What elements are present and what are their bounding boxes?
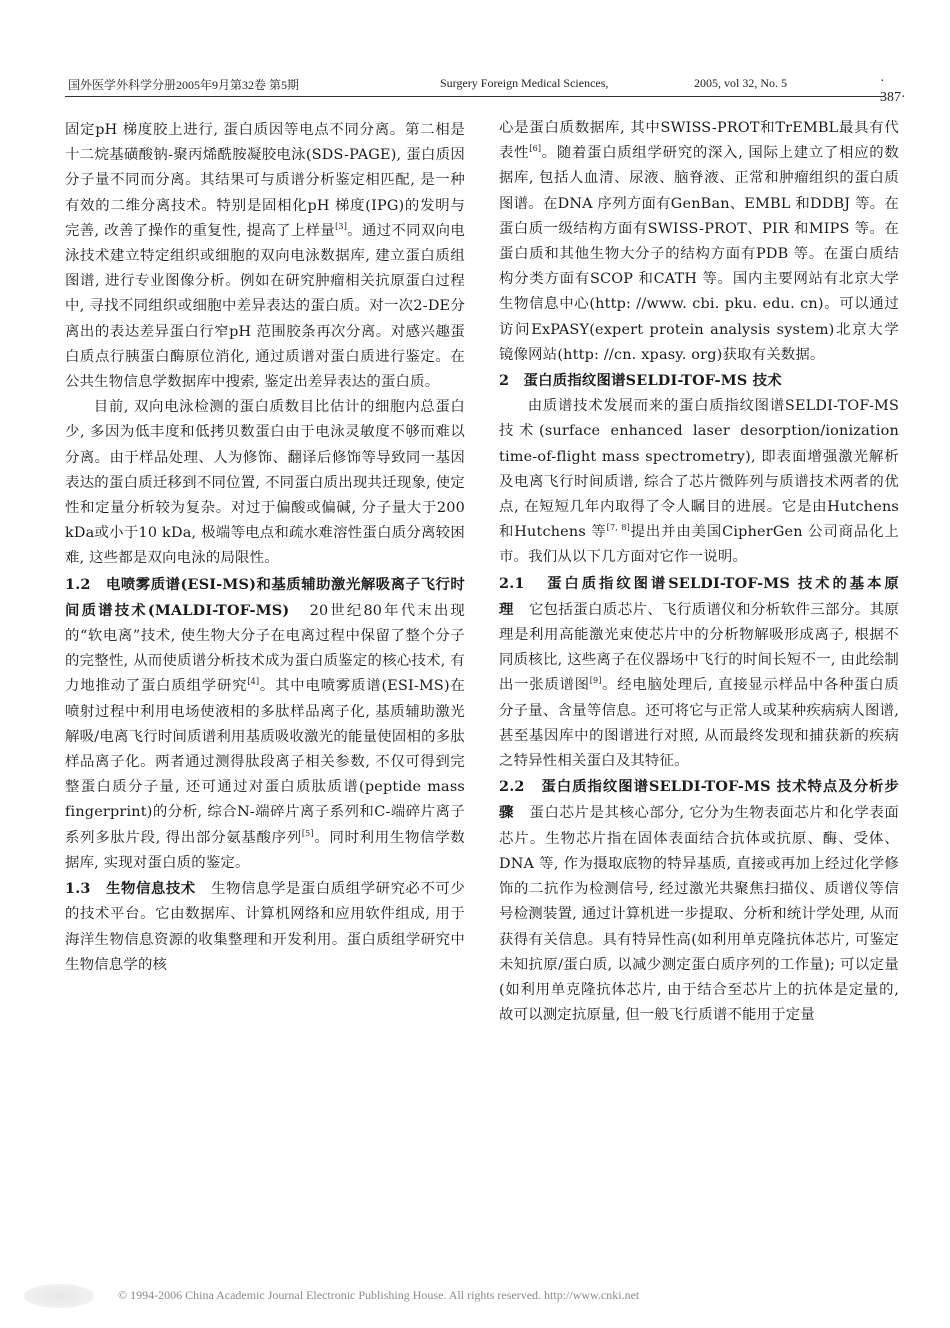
right-column: [499, 116, 899, 1028]
citation[interactable]: [5]: [301, 828, 314, 838]
section-2-heading: [499, 368, 899, 394]
running-header: [68, 74, 906, 105]
paragraph-2de-limits: 目前, 双向电泳检测的蛋白质数目比估计的细胞内总蛋白少, 多因为低丰度和低拷贝数蛋白由于电泳灵敏度不够而难以分离。由于样品处理、人为修饰、翻译后修饰等导致同一基因表达的蛋白质迁移到不同位置, 不同蛋白质出现共迁现象, 使定性和定量分析较为复杂。对过于偏酸或偏碱, 分子量大于200 kDa或小于10 kDa, 极端等电点和疏水难溶性蛋白质分离较困难, 这些都是双向电泳的局限性。: [65, 399, 465, 567]
section-number: 2.1: [499, 574, 525, 592]
section-number: 1.2: [65, 575, 91, 593]
section-title: 电喷雾质谱(ESI-MS)和基质辅助激光解吸离子飞行时间质谱技术(MALDI-TOF-MS): [65, 575, 465, 619]
citation[interactable]: [9]: [589, 676, 602, 686]
section-title: 生物信息技术: [106, 880, 196, 898]
left-column: [65, 118, 465, 978]
paragraph-databases: 心是蛋白质数据库, 其中SWISS-PROT和TrEMBL最具有代表性[6]。随着蛋白质组学研究的深入, 国际上建立了相应的数据库, 包括人血清、尿液、脑脊液、正常和肿瘤组织的蛋白质图谱。在DNA 序列方面有GenBan、EMBL 和DDBJ 等。在蛋白质一级结构方面有SWISS-PROT、PIR 和MIPS 等。在蛋白质和其他生物大分子的结构方面有PDB 等。在蛋白质结构分类方面有SCOP 和CATH 等。国内主要网站有北京大学生物信息中心(http: //www. cbi. pku. edu. cn)。可以通过访问ExPASY(expert protein analysis system)北京大学镜像网站(http: //cn. xpasy. org)获取有关数据。: [499, 120, 900, 363]
journal-name-cn: 国外医学外科学分册2005年9月第32卷 第5期: [68, 78, 300, 92]
paragraph-seldi-intro: 由质谱技术发展而来的蛋白质指纹图谱SELDI-TOF-MS 技术(surface enhanced laser desorption/ionization time-of-flight mass spectrometry), 即表面增强激光解析及电离飞行时间质谱, 综合了芯片微阵列与质谱技术两者的优点, 在短短几年内取得了令人瞩目的进展。它是由Hutchens 和Hutchens 等[7, 8]提出并由美国CipherGen 公司商品化上市。我们从以下几方面对它作一说明。: [499, 398, 900, 566]
citation[interactable]: [7, 8]: [606, 523, 631, 533]
journal-name-en: Surgery Foreign Medical Sciences,: [440, 76, 609, 90]
section-number: 1.3: [65, 880, 91, 898]
section-title: 蛋白质指纹图谱SELDI-TOF-MS 技术: [523, 372, 782, 390]
header-rule: [65, 96, 885, 97]
section-title: 蛋白质指纹图谱SELDI-TOF-MS 技术特点及分析步骤: [499, 778, 899, 822]
copyright-notice: © 1994-2006 China Academic Journal Electronic Publishing House. All rights reserved. http://www.cnki.net: [118, 1288, 640, 1302]
page-footer: [0, 1282, 950, 1312]
citation[interactable]: [3]: [335, 222, 348, 232]
paragraph-2de: 固定pH 梯度胶上进行, 蛋白质因等电点不同分离。第二相是十二烷基磺酸钠-聚丙烯酰胺凝胶电泳(SDS-PAGE), 蛋白质因分子量不同而分离。其结果可与质谱分析鉴定相匹配, 是一种有效的二维分离技术。特别是固相化pH 梯度(IPG)的发明与完善, 改善了操作的重复性, 提高了上样量[3]。通过不同双向电泳技术建立特定组织或细胞的双向电泳数据库, 建立蛋白质组图谱, 进行专业图像分析。例如在研究肿瘤相关抗原蛋白过程中, 寻找不同组织或细胞中差异表达的蛋白质。对一次2-DE分离出的表达差异蛋白行窄pH 范围胶条再次分离。对感兴趣蛋白质点行胰蛋白酶原位消化, 通过质谱对蛋白质进行鉴定。在公共生物信息学数据库中搜索, 鉴定出差异表达的蛋白质。: [65, 122, 465, 391]
section-title: 蛋白质指纹图谱SELDI-TOF-MS 技术的基本原理: [499, 574, 899, 618]
section-2-1: 2.1 蛋白质指纹图谱SELDI-TOF-MS 技术的基本原理 它包括蛋白质芯片、飞行质谱仪和分析软件三部分。其原理是利用高能激光束使芯片中的分析物解吸形成离子, 根据不同质核比, 这些离子在仪器场中飞行的时间长短不一, 由此绘制出一张质谱图[9]。经电脑处理后, 直接显示样品中各种蛋白质分子量、含量等信息。还可将它与正常人或某种疾病病人图谱, 甚至基因库中的图谱进行对照, 从而最终发现和捕获新的疾病之特异性相关蛋白及其特征。: [499, 574, 899, 770]
section-1-3: 1.3 生物信息技术 生物信息学是蛋白质组学研究必不可少的技术平台。它由数据库、计算机网络和应用软件组成, 用于海洋生物信息资源的收集整理和开发利用。蛋白质组学研究中生物信息学的核: [65, 880, 465, 973]
citation[interactable]: [6]: [529, 144, 542, 154]
cnki-logo-icon: [24, 1284, 94, 1308]
section-1-2: 1.2 电喷雾质谱(ESI-MS)和基质辅助激光解吸离子飞行时间质谱技术(MALDI-TOF-MS) 20世纪80年代末出现的“软电离”技术, 使生物大分子在电离过程中保留了整个分子的完整性, 从而使质谱分析技术成为蛋白质鉴定的核心技术, 有力地推动了蛋白质组学研究[4]。其中电喷雾质谱(ESI-MS)在喷射过程中利用电场使液相的多肽样品离子化, 基质辅助激光解吸/电离飞行时间质谱利用基质吸收激光的能量使固相的多肽样品离子化。两者通过测得肽段离子相关参数, 不仅可得到完整蛋白质分子量, 还可通过对蛋白质肽质谱(peptide mass fingerprint)的分析, 综合N-端碎片离子系列和C-端碎片离子系列多肽片段, 得出部分氨基酸序列[5]。同时利用生物信学数据库, 实现对蛋白质的鉴定。: [65, 575, 465, 871]
journal-volume: 2005, vol 32, No. 5: [694, 76, 787, 90]
page-number: · 387·: [880, 74, 906, 105]
citation[interactable]: [4]: [247, 677, 260, 687]
section-number: 2: [499, 372, 510, 390]
section-2-2: 2.2 蛋白质指纹图谱SELDI-TOF-MS 技术特点及分析步骤 蛋白芯片是其核心部分, 它分为生物表面芯片和化学表面芯片。生物芯片指在固体表面结合抗体或抗原、酶、受体、DNA 等, 作为摄取底物的特异基质, 直接或再加上经过化学修饰的二抗作为检测信号, 经过激光共聚焦扫描仪、质谱仪等信号检测装置, 通过计算机进一步提取、分析和统计学处理, 从而获得有关信息。具有特异性高(如利用单克隆抗体芯片, 可鉴定未知抗原/蛋白质, 以减少测定蛋白质序列的工作量); 可以定量(如利用单克隆抗体芯片, 由于结合至芯片上的抗体是定量的, 故可以测定抗原量, 但一般飞行质谱不能用于定量: [499, 778, 899, 1024]
section-number: 2.2: [499, 778, 525, 796]
